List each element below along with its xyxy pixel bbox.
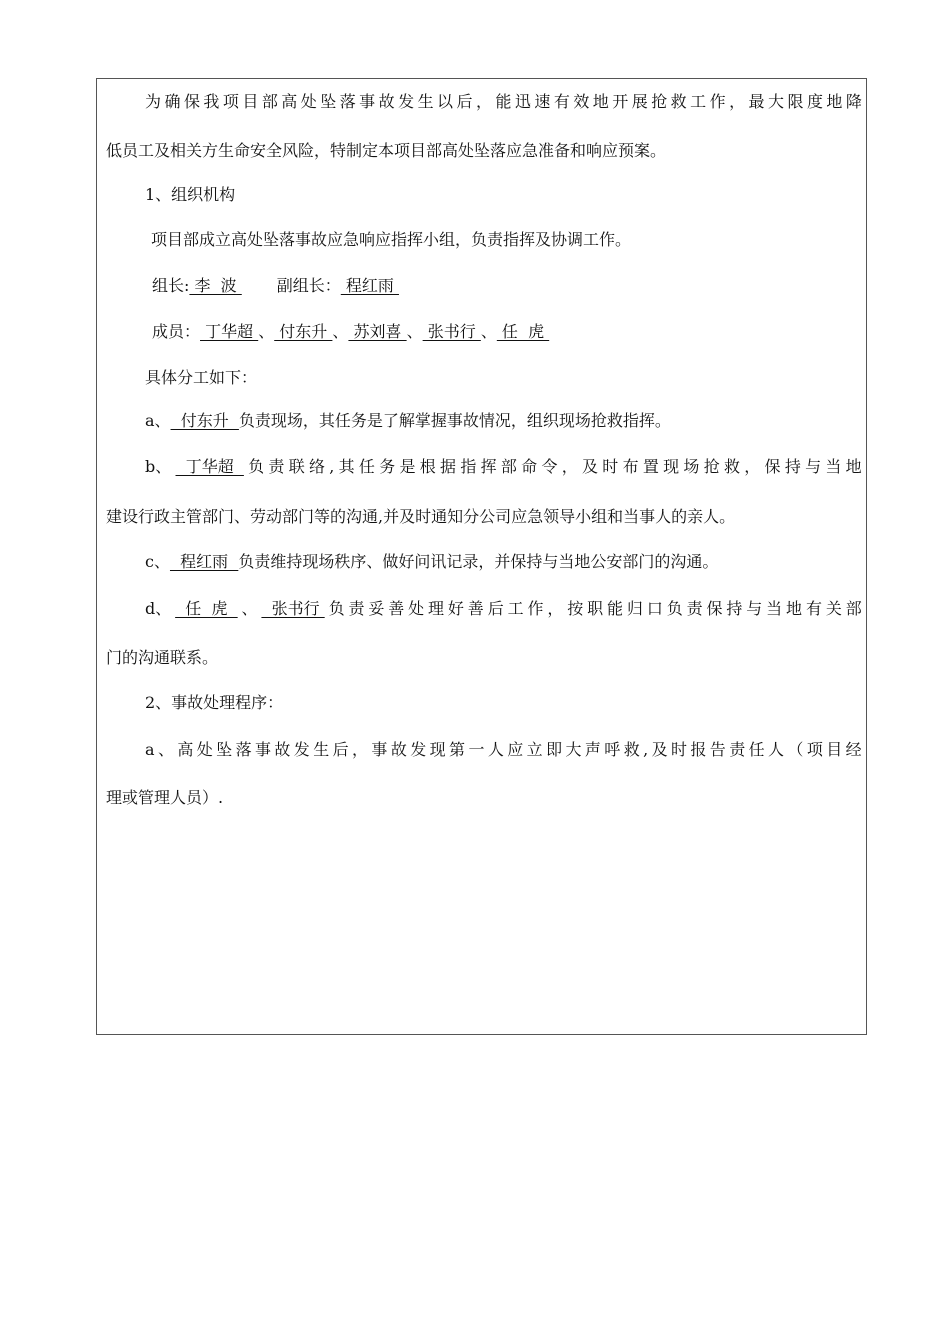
text-char: 负 [328, 599, 345, 618]
text-char: 其 [338, 457, 355, 476]
text-char: 务 [379, 457, 396, 476]
text-char: 人 [487, 740, 504, 759]
text-char: 与 [805, 457, 822, 476]
text-char: 后 [332, 740, 349, 759]
text-char: 项 [222, 92, 239, 111]
text-char: 救 [670, 92, 687, 111]
text-char: 抢 [703, 457, 720, 476]
duty-b-prefix: b、 [145, 457, 172, 476]
text-char: 命 [521, 457, 538, 476]
text-char: a [145, 740, 155, 759]
section1-setup: 项目部成立高处坠落事故应急响应指挥小组，负责指挥及协调工作。 [151, 230, 632, 249]
text-char: 指 [460, 457, 477, 476]
text-char: 最 [748, 92, 765, 111]
text-char: 故 [390, 740, 407, 759]
deputy-label: 副组长： [276, 276, 341, 295]
text-char: 任 [748, 740, 765, 759]
procedure-a-line-1 [145, 739, 862, 761]
text-char: 理 [428, 599, 445, 618]
text-char: 开 [612, 92, 629, 111]
text-char: 救 [723, 457, 740, 476]
separator: 、 [241, 599, 258, 618]
text-char: 善 [467, 599, 484, 618]
text-char: 责 [729, 740, 746, 759]
text-char: 地 [592, 92, 609, 111]
text-char: 按 [567, 599, 584, 618]
text-char: 作 [709, 92, 726, 111]
text-char: 络 [308, 457, 325, 476]
leader-name: 李 波 [189, 276, 242, 295]
text-char: 处 [300, 92, 317, 111]
duty-b-line-2: 建设行政主管部门、劳动部门等的沟通,并及时通知分公司应急领导小组和当事人的亲人。 [106, 507, 736, 526]
text-char: 据 [440, 457, 457, 476]
text-char: 事 [254, 740, 271, 759]
text-char: 救 [623, 740, 640, 759]
text-char: 抢 [651, 92, 668, 111]
duty-d-name-1: 任 虎 [175, 599, 238, 618]
text-char: （ [787, 740, 804, 759]
text-char: ， [547, 599, 564, 618]
text-char: 、 [157, 740, 174, 759]
duty-d-prefix: d、 [145, 599, 172, 618]
text-char: ， [475, 92, 492, 111]
text-char: 高 [281, 92, 298, 111]
text-char: 口 [646, 599, 663, 618]
text-char: 生 [313, 740, 330, 759]
procedure-a-line-2: 理或管理人员）. [106, 788, 224, 807]
text-char: 发 [398, 92, 415, 111]
text-char: 及 [582, 457, 599, 476]
text-char: 保 [183, 92, 200, 111]
text-char: 地 [786, 599, 803, 618]
text-char: 处 [196, 740, 213, 759]
text-char: 发 [293, 740, 310, 759]
separator: 、 [258, 322, 275, 341]
text-char: 经 [845, 740, 862, 759]
text-char: 责 [268, 457, 285, 476]
deputy-name: 程红雨 [340, 276, 399, 295]
member-name: 张书行 [422, 322, 481, 341]
member-name: 丁华超 [200, 322, 259, 341]
text-char: 生 [417, 92, 434, 111]
text-char: 即 [546, 740, 563, 759]
duty-c-text: 负责维持现场秩序、做好问讯记录，并保持与当地公安部门的沟通。 [238, 552, 719, 571]
text-char: 有 [805, 599, 822, 618]
text-char: , [643, 740, 649, 759]
text-char: 确 [164, 92, 181, 111]
text-char: 关 [825, 599, 842, 618]
text-char: 挥 [480, 457, 497, 476]
text-char: 故 [378, 92, 395, 111]
text-char: 目 [242, 92, 259, 111]
text-char: 高 [177, 740, 194, 759]
text-char: 与 [746, 599, 763, 618]
duty-b-line-1 [145, 456, 862, 478]
text-char: 工 [690, 92, 707, 111]
text-char: 故 [274, 740, 291, 759]
duty-a-name: 付东升 [170, 411, 239, 430]
text-char: 坠 [320, 92, 337, 111]
text-char: 根 [419, 457, 436, 476]
duty-c-name: 程红雨 [169, 552, 239, 571]
text-char: 现 [429, 740, 446, 759]
text-char: 令 [541, 457, 558, 476]
text-char: 告 [709, 740, 726, 759]
member-name: 任 虎 [496, 322, 550, 341]
leader-label: 组长: [152, 276, 190, 295]
text-char: 工 [507, 599, 524, 618]
text-char: 立 [526, 740, 543, 759]
text-char: 保 [706, 599, 723, 618]
text-char: 处 [408, 599, 425, 618]
duty-c [145, 551, 862, 573]
separator: 、 [480, 322, 497, 341]
text-char: 现 [663, 457, 680, 476]
text-char: 妥 [368, 599, 385, 618]
duty-a-text: 负责现场，其任务是了解掌握事故情况，组织现场抢救指挥。 [238, 411, 671, 430]
duty-d-name-2: 张书行 [261, 599, 325, 618]
text-char: 大 [565, 740, 582, 759]
division-title: 具体分工如下： [145, 368, 258, 387]
duty-d-line-1 [145, 598, 862, 620]
text-char: 速 [534, 92, 551, 111]
text-char: 后 [456, 92, 473, 111]
duty-a [145, 410, 862, 432]
text-char: 场 [683, 457, 700, 476]
text-char: 当 [825, 457, 842, 476]
text-char: 坠 [216, 740, 233, 759]
text-char: 后 [487, 599, 504, 618]
duty-d-line-2: 门的沟通联系。 [106, 648, 219, 667]
duty-c-prefix: c、 [145, 552, 170, 571]
text-char: 布 [622, 457, 639, 476]
text-char: 事 [359, 92, 376, 111]
text-char: 及 [651, 740, 668, 759]
text-char: ， [352, 740, 369, 759]
text-char: 持 [726, 599, 743, 618]
text-char: 时 [670, 740, 687, 759]
intro-line-1 [145, 91, 862, 113]
text-char: 地 [845, 457, 862, 476]
text-char: 我 [203, 92, 220, 111]
text-char: 事 [371, 740, 388, 759]
text-char: 呼 [604, 740, 621, 759]
text-char: 有 [553, 92, 570, 111]
text-char: 迅 [514, 92, 531, 111]
text-char: 责 [686, 599, 703, 618]
document-frame [96, 78, 867, 1035]
member-name: 苏刘喜 [348, 322, 407, 341]
text-char: 落 [235, 740, 252, 759]
text-char: ， [561, 457, 578, 476]
text-char: 部 [500, 457, 517, 476]
text-char: 任 [358, 457, 375, 476]
duty-b-name: 丁华超 [175, 457, 244, 476]
text-char: 一 [468, 740, 485, 759]
text-char: 责 [348, 599, 365, 618]
text-char: 地 [826, 92, 843, 111]
text-char: 时 [602, 457, 619, 476]
text-char: 效 [573, 92, 590, 111]
text-char: 能 [607, 599, 624, 618]
text-char: 持 [784, 457, 801, 476]
text-char: 当 [766, 599, 783, 618]
text-char: 为 [145, 92, 162, 111]
text-char: 能 [495, 92, 512, 111]
text-char: 项 [806, 740, 823, 759]
text-char: 负 [248, 457, 265, 476]
text-char: 目 [826, 740, 843, 759]
text-char: , [329, 457, 335, 476]
text-char: 联 [288, 457, 305, 476]
text-char: 归 [626, 599, 643, 618]
separator: 、 [406, 322, 423, 341]
text-char: 大 [768, 92, 785, 111]
text-char: 降 [845, 92, 862, 111]
text-char: 作 [527, 599, 544, 618]
text-char: ， [744, 457, 761, 476]
text-char: 置 [642, 457, 659, 476]
text-char: 报 [690, 740, 707, 759]
text-char: 人 [768, 740, 785, 759]
section2-heading: 2、事故处理程序： [145, 693, 284, 712]
duty-a-prefix: a、 [145, 411, 171, 430]
text-char: 第 [449, 740, 466, 759]
members-line [152, 321, 862, 343]
text-char: 好 [447, 599, 464, 618]
section1-heading: 1、组织机构 [145, 185, 236, 204]
text-char: 善 [388, 599, 405, 618]
text-char: 以 [437, 92, 454, 111]
text-char: 应 [507, 740, 524, 759]
leader-line [152, 275, 862, 297]
text-char: 职 [587, 599, 604, 618]
members-label: 成员： [152, 322, 201, 341]
member-name: 付东升 [274, 322, 333, 341]
text-char: 发 [410, 740, 427, 759]
text-char: 是 [399, 457, 416, 476]
text-char: 限 [787, 92, 804, 111]
text-char: 展 [631, 92, 648, 111]
separator: 、 [332, 322, 349, 341]
text-char: 声 [584, 740, 601, 759]
text-char: 负 [666, 599, 683, 618]
text-char: 保 [764, 457, 781, 476]
text-char: 落 [339, 92, 356, 111]
text-char: 度 [806, 92, 823, 111]
intro-line-2: 低员工及相关方生命安全风险，特制定本项目部高处坠落应急准备和响应预案。 [106, 141, 667, 160]
text-char: 部 [261, 92, 278, 111]
text-char: ， [729, 92, 746, 111]
text-char: 部 [845, 599, 862, 618]
